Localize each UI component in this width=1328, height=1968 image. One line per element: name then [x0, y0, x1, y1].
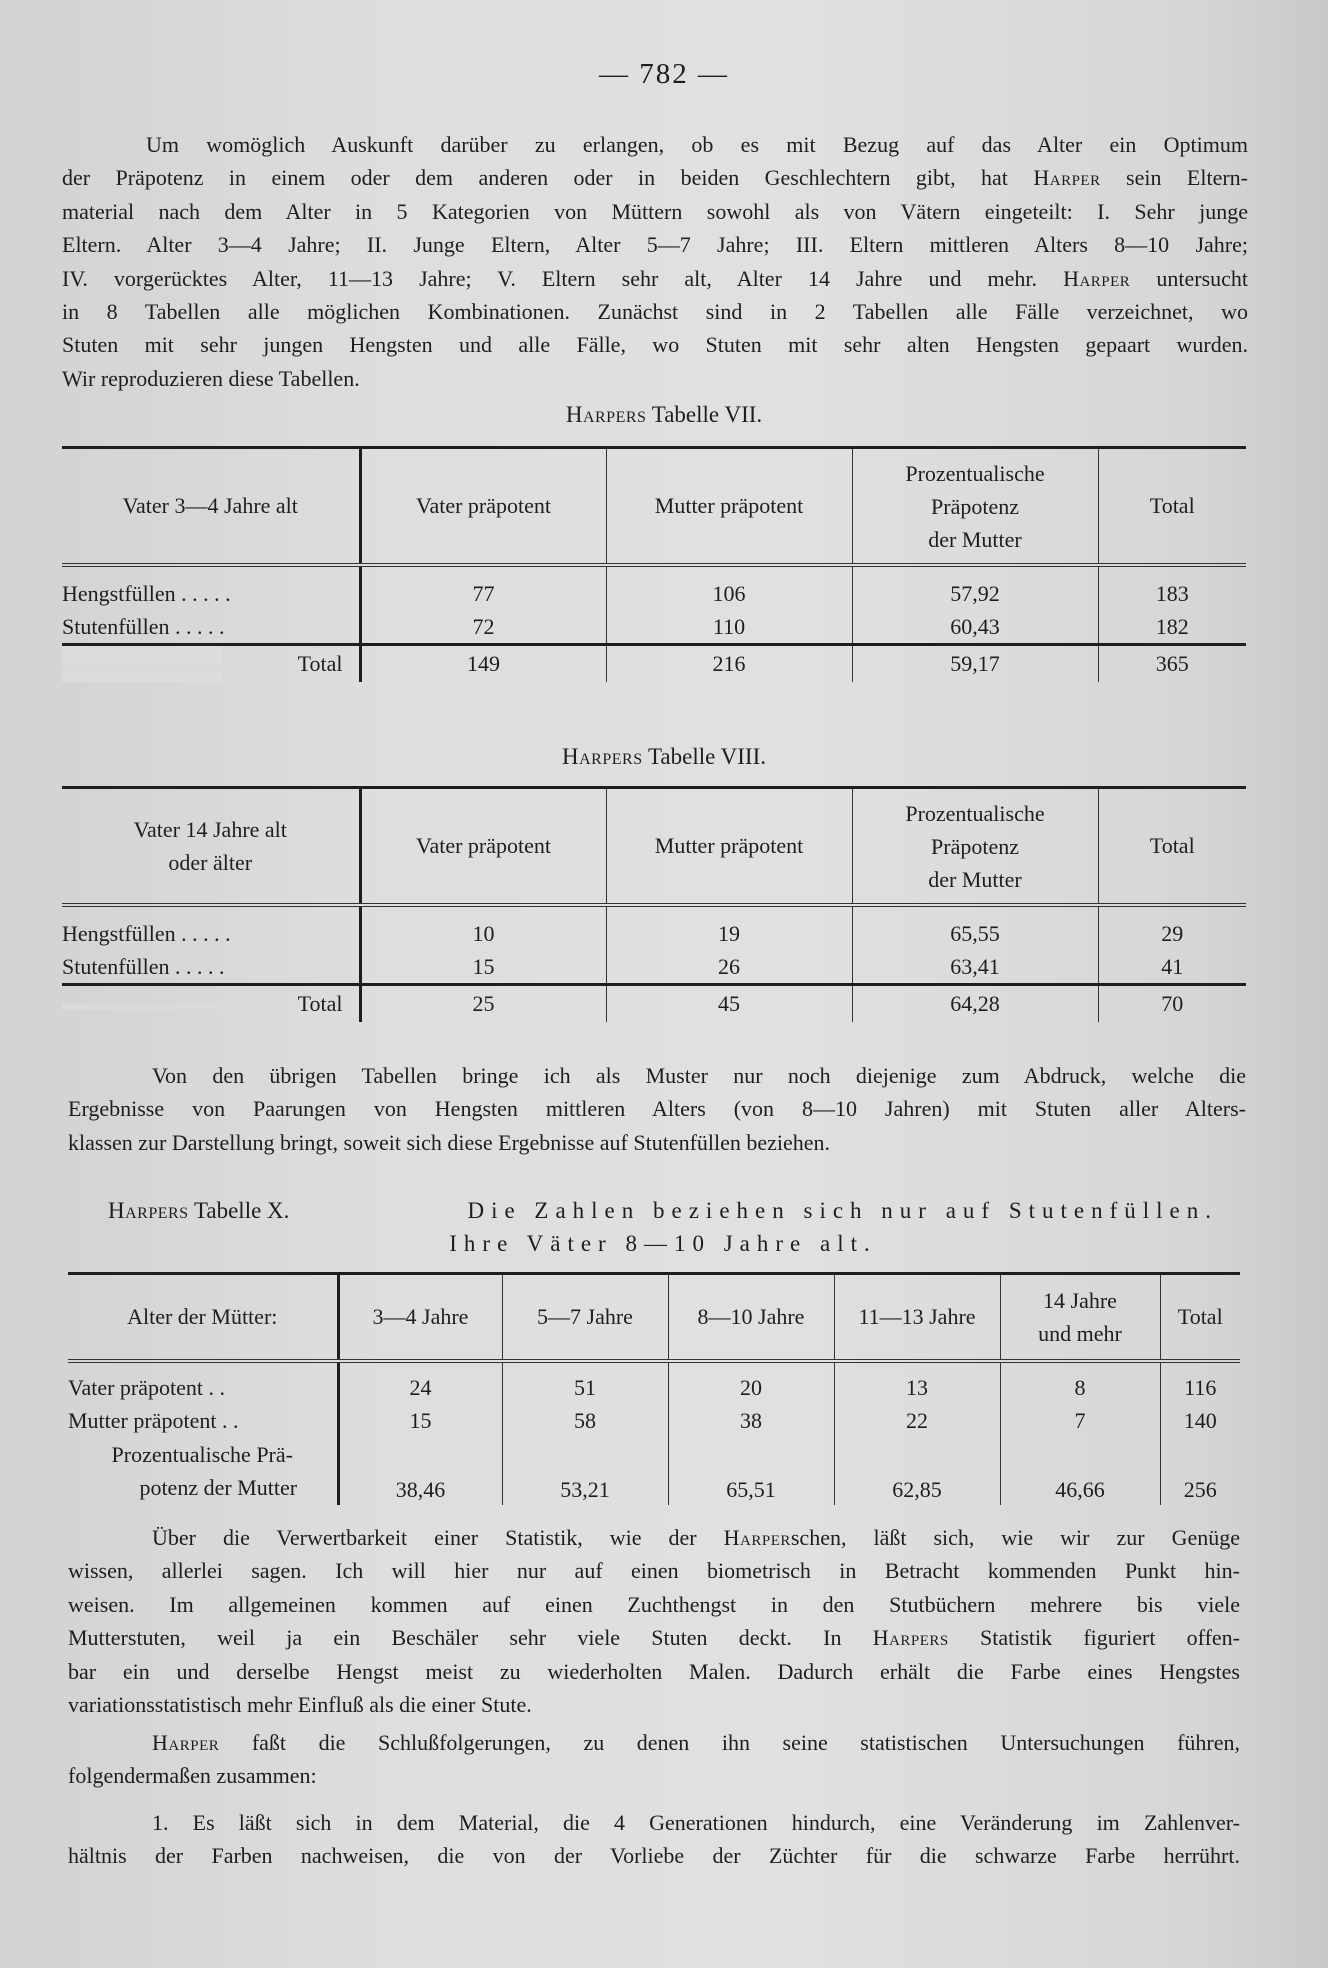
- text-line: in 8 Tabellen alle möglichen Kombinationen. Zunächst sind in 2 Tabellen alle Fälle verzeichnet, wo: [62, 299, 1248, 325]
- author-name: Harper: [152, 1730, 220, 1755]
- table-viii-title: Harpers Tabelle VIII.: [562, 744, 766, 769]
- text-line: Stuten mit sehr jungen Hengsten und alle Fälle, wo Stuten mit sehr alten Hengsten gepaart wurden.: [62, 332, 1248, 358]
- text-line: der Präpotenz in einem oder dem anderen oder in beiden Geschlechtern gibt, hat Harper sein Eltern-: [62, 165, 1248, 191]
- header-cell: Total: [1160, 1274, 1240, 1362]
- rule-mask: [62, 664, 224, 670]
- closing-paragraph: [68, 1521, 1240, 1721]
- text-line: weisen. Im allgemeinen kommen auf einen Zuchthengst in den Stutbüchern mehrere bis viele: [68, 1591, 1240, 1617]
- text-line: klassen zur Darstellung bringt, soweit sich diese Ergebnisse auf Stutenfüllen beziehen.: [68, 1129, 831, 1155]
- text-line: variationsstatistisch mehr Einfluß als die einer Stute.: [68, 1692, 532, 1718]
- intro-paragraph: [62, 128, 1248, 395]
- header-cell: Mutter präpotent: [606, 788, 852, 906]
- point-1-paragraph: [68, 1806, 1240, 1873]
- table-row: Hengstfüllen . . . . . 77 106 57,92 183: [62, 565, 1246, 610]
- table-header-row: [68, 1274, 1240, 1362]
- table-row: Stutenfüllen . . . . . 72 110 60,43 182: [62, 610, 1246, 645]
- text-line: Um womöglich Auskunft darüber zu erlangen, ob es mit Bezug auf das Alter ein Optimum: [146, 132, 1248, 157]
- table-viii: [62, 786, 1246, 1022]
- text-line: Mutterstuten, weil ja ein Beschäler sehr viele Stuten deckt. In Harpers Statistik figuriert offen-: [68, 1625, 1241, 1651]
- table-x-title: Harpers Tabelle X. Die Zahlen beziehen sich nur auf Stutenfüllen. Ihre Väter 8—10 Jahre alt.: [108, 1198, 1218, 1256]
- text-line: Ergebnisse von Paarungen von Hengsten mittleren Alters (von 8—10 Jahren) mit Stuten aller Alters-: [68, 1096, 1246, 1122]
- table-row: Mutter präpotent . . 15 58 38 22 7 140: [68, 1404, 1240, 1437]
- header-cell: Mutter präpotent: [606, 448, 852, 566]
- header-cell: Vater präpotent: [360, 788, 606, 906]
- header-cell: Vater präpotent: [360, 448, 606, 566]
- text-line: Über die Verwertbarkeit einer Statistik, wie der Harperschen, läßt sich, wie wir zur Genüge: [152, 1525, 1240, 1550]
- header-cell: 14 Jahre und mehr: [1000, 1274, 1160, 1362]
- author-name: Harper: [1033, 165, 1101, 191]
- table-row: Stutenfüllen . . . . . 15 26 63,41 41: [62, 950, 1246, 985]
- header-cell: 3—4 Jahre: [338, 1274, 502, 1362]
- summary-paragraph: [68, 1726, 1240, 1793]
- table-header-row: [62, 788, 1246, 906]
- header-cell: Prozentualische Präpotenz der Mutter: [852, 448, 1098, 566]
- text-line: wissen, allerlei sagen. Ich will hier nur auf einen biometrisch in Betracht kommenden Punkt hin-: [68, 1558, 1240, 1584]
- table-vii-title: Harpers Tabelle VII.: [565, 402, 763, 427]
- text-line: 1. Es läßt sich in dem Material, die 4 Generationen hindurch, eine Veränderung im Zahlenver-: [152, 1810, 1240, 1835]
- author-name: Harper: [1063, 265, 1131, 291]
- table-row: Hengstfüllen . . . . . 10 19 65,55 29: [62, 905, 1246, 950]
- table-row: Prozentualische Prä- potenz der Mutter 38,46 53,21 65,51 62,85 46,66 256: [68, 1437, 1240, 1505]
- text-line: Von den übrigen Tabellen bringe ich als Muster nur noch diejenige zum Abdruck, welche die: [152, 1063, 1246, 1088]
- text-line: Eltern. Alter 3—4 Jahre; II. Junge Eltern, Alter 5—7 Jahre; III. Eltern mittleren Alters 8—10 Jahre;: [62, 232, 1248, 258]
- table-header-row: [62, 448, 1246, 566]
- rule-mask: [62, 1004, 224, 1010]
- table-total-row: Total 149 216 59,17 365: [62, 645, 1246, 683]
- text-line: folgendermaßen zusammen:: [68, 1763, 317, 1789]
- table-vii: [62, 446, 1246, 682]
- middle-paragraph: [68, 1059, 1246, 1159]
- text-line: material nach dem Alter in 5 Kategorien von Müttern sowohl als von Vätern eingeteilt: I. Sehr junge: [62, 198, 1248, 224]
- text-line: IV. vorgerücktes Alter, 11—13 Jahre; V. Eltern sehr alt, Alter 14 Jahre und mehr. Harper untersucht: [62, 265, 1249, 291]
- header-cell: Total: [1098, 788, 1246, 906]
- header-cell: Prozentualische Präpotenz der Mutter: [852, 788, 1098, 906]
- table-total-row: Total 25 45 64,28 70: [62, 985, 1246, 1023]
- header-cell: Vater 14 Jahre alt oder älter: [62, 788, 360, 906]
- page-number: — 782 —: [599, 58, 729, 90]
- header-cell: Total: [1098, 448, 1246, 566]
- header-cell: 11—13 Jahre: [834, 1274, 1000, 1362]
- text-line: Wir reproduzieren diese Tabellen.: [62, 365, 360, 391]
- table-x: [68, 1272, 1240, 1505]
- text-line: hältnis der Farben nachweisen, die von der Vorliebe der Züchter für die schwarze Farbe herrührt.: [68, 1843, 1240, 1869]
- author-name: Harper: [723, 1525, 791, 1550]
- author-name: Harpers: [872, 1625, 949, 1651]
- header-cell: Vater 3—4 Jahre alt: [62, 448, 360, 566]
- header-cell: 8—10 Jahre: [668, 1274, 834, 1362]
- table-row: Vater präpotent . . 24 51 20 13 8 116: [68, 1361, 1240, 1404]
- text-line: Harper faßt die Schlußfolgerungen, zu denen ihn seine statistischen Untersuchungen führen,: [152, 1730, 1241, 1755]
- text-line: bar ein und derselbe Hengst meist zu wiederholten Malen. Dadurch erhält die Farbe eines Hengstes: [68, 1658, 1240, 1684]
- header-cell: Alter der Mütter:: [68, 1274, 338, 1362]
- header-cell: 5—7 Jahre: [502, 1274, 668, 1362]
